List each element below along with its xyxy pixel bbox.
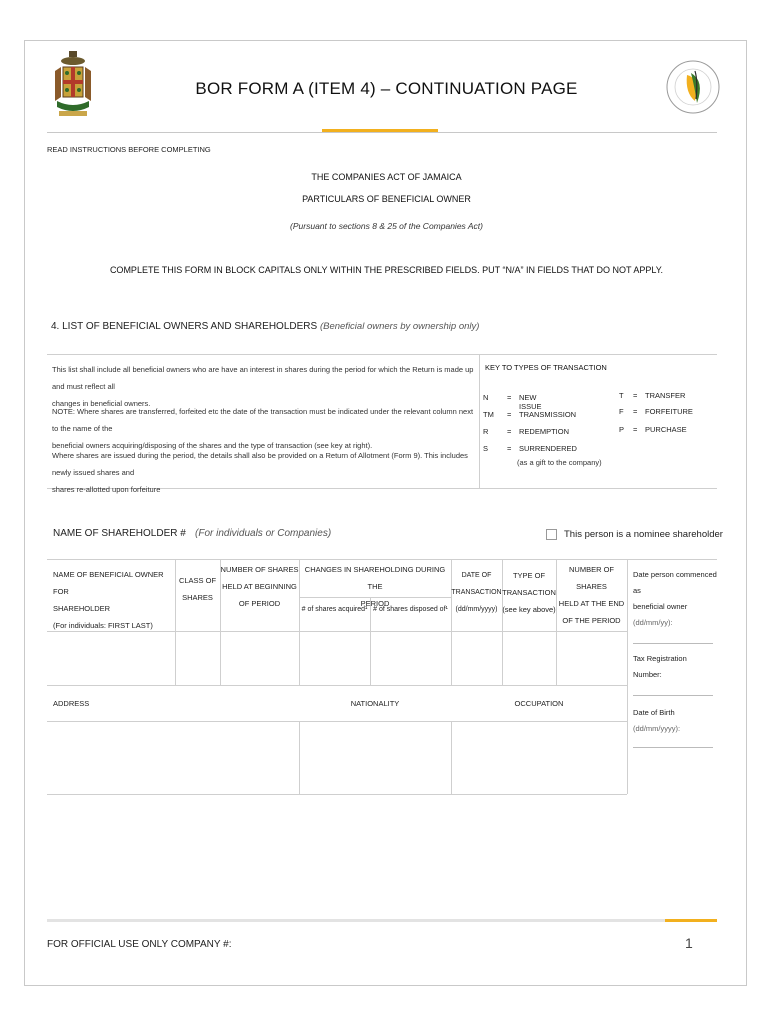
form-page bbox=[24, 40, 747, 986]
date-commenced-label: Date person commenced as beneficial owner (dd/mm/yy): bbox=[633, 570, 717, 627]
shareholder-table bbox=[47, 559, 717, 815]
col-class-of-shares-header: CLASS OF SHARES bbox=[178, 576, 217, 602]
name-of-shareholder-label: NAME OF SHAREHOLDER # bbox=[53, 528, 186, 539]
info-divider bbox=[479, 354, 480, 489]
divider bbox=[47, 132, 717, 133]
beneficial-owner-input[interactable] bbox=[47, 632, 175, 684]
info-paragraph-3: Where shares are issued during the period, the details shall also be provided on a Return of Allotment (Form 9). This includes newly issued shares and shares re-allotted upon forfeiture bbox=[52, 451, 468, 494]
footer-accent-bar bbox=[665, 919, 717, 922]
section-4-title: 4. LIST OF BENEFICIAL OWNERS AND SHAREHOLDERS bbox=[51, 321, 318, 332]
address-input[interactable] bbox=[47, 722, 299, 794]
particulars-heading: PARTICULARS OF BENEFICIAL OWNER bbox=[302, 194, 471, 204]
class-of-shares-input[interactable] bbox=[176, 632, 220, 684]
col-shares-acquired-header: # of shares acquired¹ bbox=[301, 606, 368, 613]
official-use-label: FOR OFFICIAL USE ONLY COMPANY #: bbox=[47, 939, 232, 950]
pursuant-note: (Pursuant to sections 8 & 25 of the Companies Act) bbox=[290, 221, 483, 231]
dob-input[interactable] bbox=[633, 747, 713, 748]
key-note: (as a gift to the company) bbox=[517, 458, 602, 467]
col-changes-header: CHANGES IN SHAREHOLDING DURING THE PERIOD bbox=[304, 565, 446, 608]
shares-disposed-input[interactable] bbox=[371, 632, 451, 684]
shares-end-input[interactable] bbox=[557, 632, 627, 684]
page-number: 1 bbox=[685, 935, 693, 951]
info-paragraph-2: NOTE: Where shares are transferred, forfeited etc the date of the transaction must be indicated under the relevant column next to the name of the beneficial owners acquiring/disposing of the shares and the type of transaction (see key at right). bbox=[52, 407, 474, 450]
trn-label: Tax Registration Number: bbox=[633, 654, 687, 679]
act-heading: THE COMPANIES ACT OF JAMAICA bbox=[311, 172, 462, 182]
complete-instruction: COMPLETE THIS FORM IN BLOCK CAPITALS ONLY WITHIN THE PRESCRIBED FIELDS. PUT “N/A” IN FIELDS THAT DO NOT APPLY. bbox=[109, 265, 664, 275]
key-title: KEY TO TYPES OF TRANSACTION bbox=[485, 363, 607, 372]
instructions-box: This list shall include all beneficial owners who are have an interest in shares during the period for which the Return is made up and must reflect all changes in beneficial owners. NOTE: Where shares are transferred, forfeited etc the date of the transaction must be indicated under the relevant column next to the name of the beneficial owners acquiring/disposing of the shares and the type of transaction (see key at right). Where shares are issued during the period, the details shall also be provided on a Return of Allotment (Form 9). This includes newly issued shares and shares re-allotted upon forfeiture KEY TO TYPES OF TRANSACTION N = NEW ISSUE TM = TRANSMISSION R = REDEMPTION S = SURRENDERED (as a gift to the company) T = TRANSFER F = FORFEITURE P = PURCHASE bbox=[47, 354, 717, 489]
dob-label: Date of Birth (dd/mm/yyyy): bbox=[633, 708, 681, 733]
section-4-subtitle: (Beneficial owners by ownership only) bbox=[319, 321, 480, 332]
transaction-date-input[interactable] bbox=[452, 632, 502, 684]
col-shares-disposed-header: # of shares disposed of¹ bbox=[373, 606, 448, 613]
info-paragraph-1: This list shall include all beneficial owners who are have an interest in shares during the period for which the Return is made up and must reflect all changes in beneficial owners. bbox=[52, 365, 474, 408]
section-4-heading bbox=[51, 321, 479, 332]
address-label: ADDRESS bbox=[53, 699, 90, 708]
shares-acquired-input[interactable] bbox=[300, 632, 370, 684]
occupation-label: OCCUPATION bbox=[514, 699, 564, 708]
col-type-header: TYPE OF TRANSACTION (see key above) bbox=[502, 571, 556, 614]
form-title: BOR FORM A (ITEM 4) – CONTINUATION PAGE bbox=[195, 79, 578, 98]
nominee-checkbox[interactable] bbox=[546, 529, 557, 540]
transaction-type-input[interactable] bbox=[503, 632, 556, 684]
footer-divider bbox=[47, 919, 717, 922]
trn-input[interactable] bbox=[633, 695, 713, 696]
nationality-label: NATIONALITY bbox=[350, 699, 400, 708]
shares-beginning-input[interactable] bbox=[221, 632, 299, 684]
col-beneficial-owner-header: NAME OF BENEFICIAL OWNER FOR SHAREHOLDER (For individuals: FIRST LAST) bbox=[53, 570, 164, 630]
occupation-input[interactable] bbox=[452, 722, 627, 794]
col-shares-beginning-header: NUMBER OF SHARES HELD AT BEGINNING OF PERIOD bbox=[220, 565, 299, 608]
for-individuals-label: (For individuals or Companies) bbox=[195, 528, 332, 539]
date-commenced-input[interactable] bbox=[633, 643, 713, 644]
col-shares-end-header: NUMBER OF SHARES HELD AT THE END OF THE PERIOD bbox=[558, 565, 625, 625]
col-date-header: DATE OF TRANSACTION (dd/mm/yyyy) bbox=[451, 572, 502, 613]
read-instructions: READ INSTRUCTIONS BEFORE COMPLETING bbox=[47, 145, 211, 154]
nominee-label: This person is a nominee shareholder bbox=[564, 529, 723, 540]
nationality-input[interactable] bbox=[300, 722, 451, 794]
